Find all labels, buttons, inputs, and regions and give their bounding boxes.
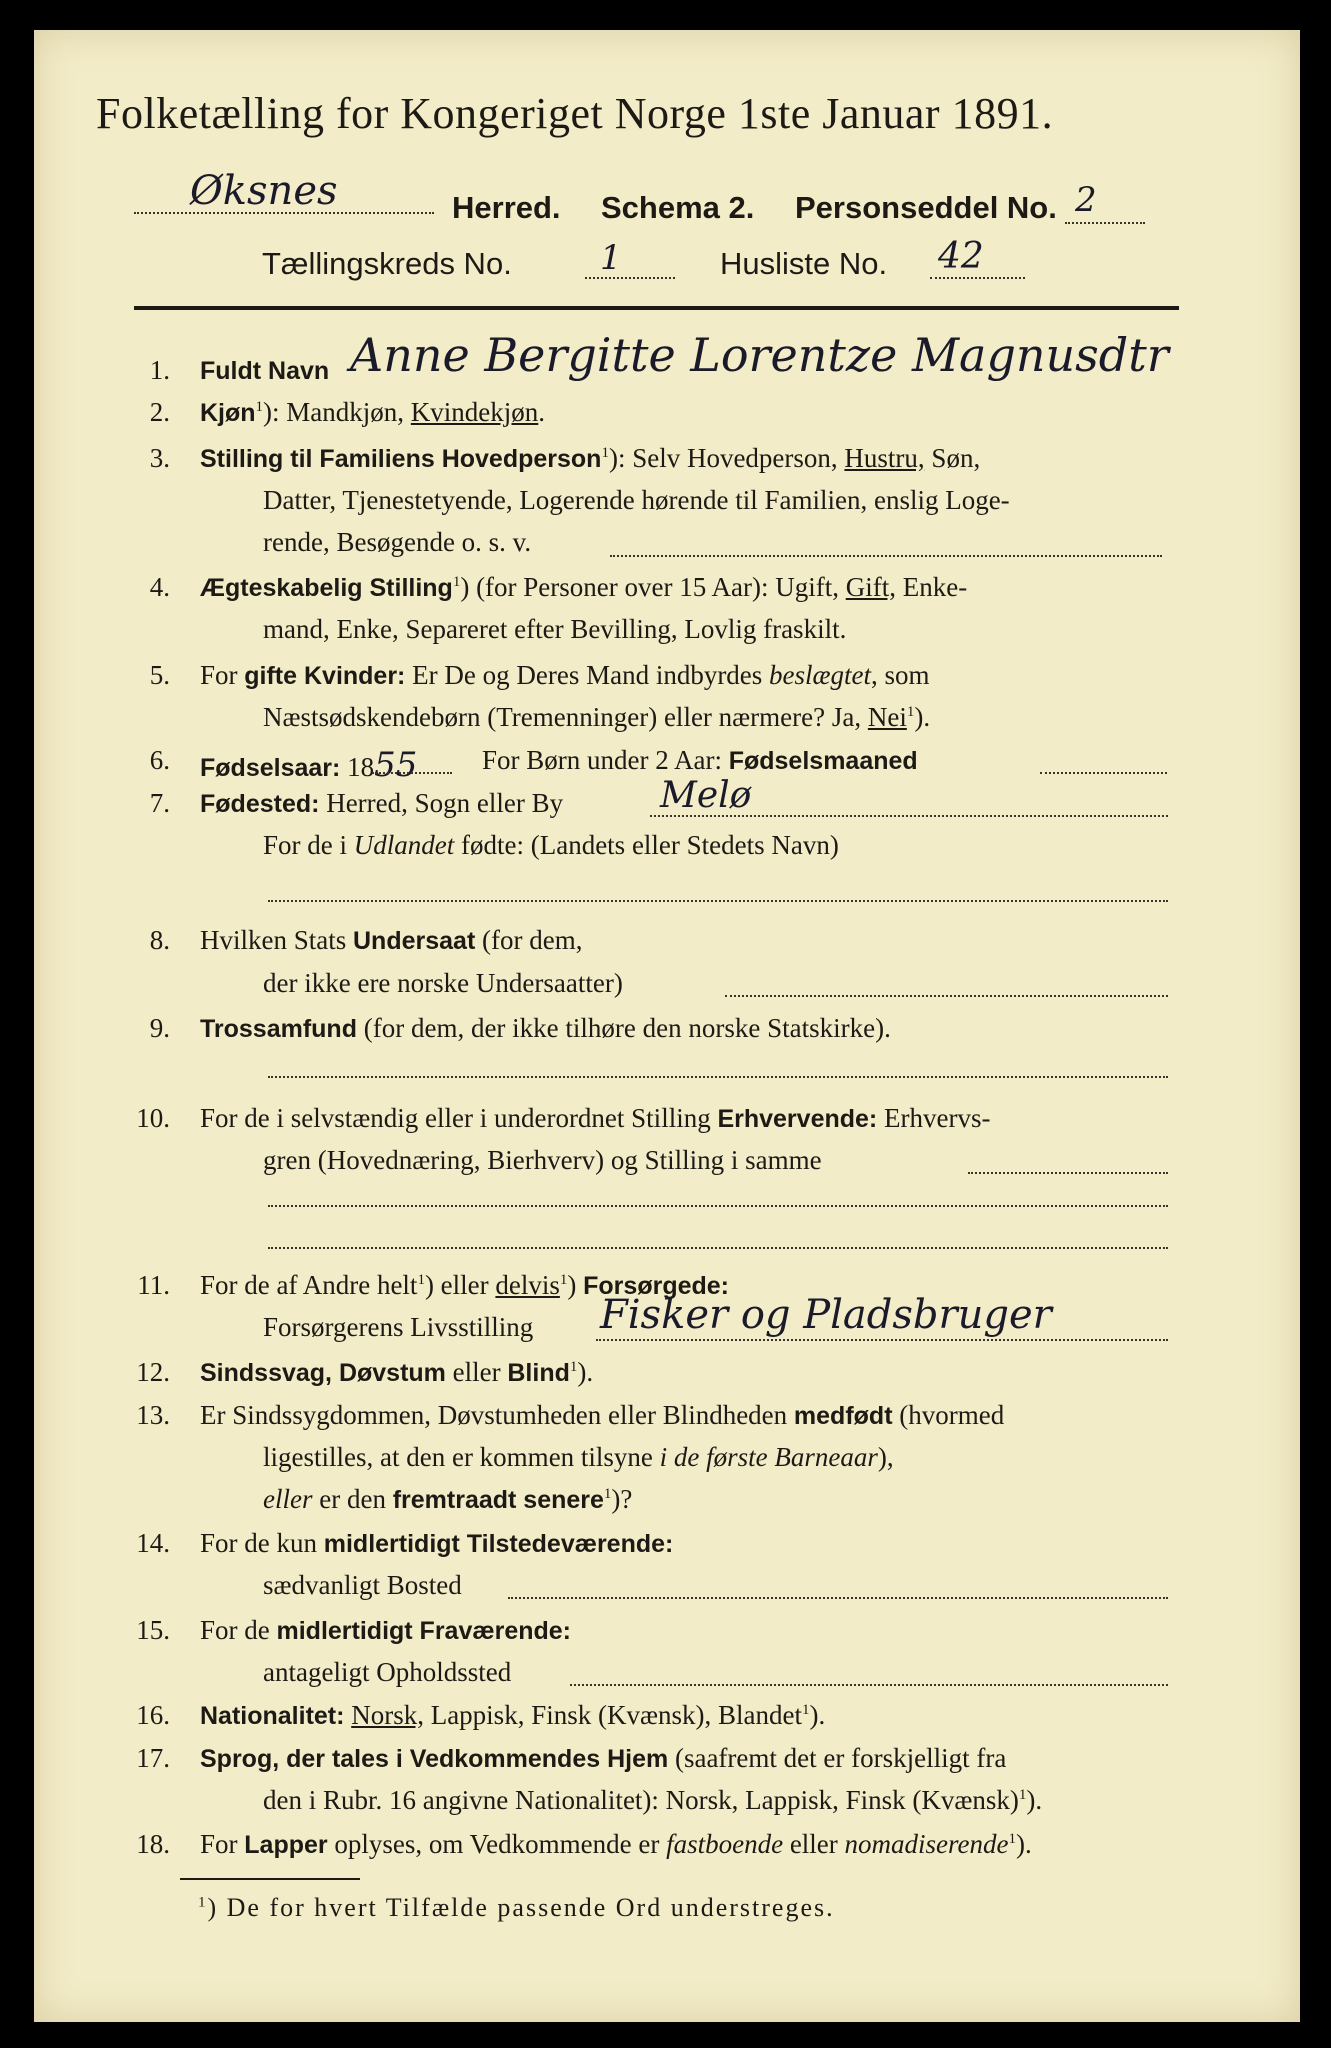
full-name-value: Anne Bergitte Lorentze Magnusdtr bbox=[350, 328, 1169, 382]
disability-end: ). bbox=[577, 1357, 594, 1387]
item-number: 3. bbox=[149, 443, 170, 473]
item-number: 8. bbox=[149, 925, 170, 955]
item-number: 7. bbox=[149, 788, 170, 818]
birthplace-row bbox=[200, 788, 563, 819]
personseddel-label: Personseddel No. bbox=[795, 190, 1057, 225]
footnote bbox=[198, 1893, 835, 1923]
congenital-text2: (hvormed bbox=[892, 1400, 1005, 1430]
occupation-text: For de i selvstændig eller i underordnet Stilling bbox=[200, 1103, 718, 1133]
disability-blind-label: Blind bbox=[507, 1359, 570, 1387]
usual-residence-dotted-line bbox=[508, 1597, 1168, 1599]
temporary-present-row bbox=[200, 1528, 673, 1559]
family-position-line2: Datter, Tjenestetyende, Logerende hørende til Familien, enslig Loge- bbox=[263, 485, 1010, 515]
occupation-row bbox=[200, 1103, 990, 1134]
kreds-value: 1 bbox=[600, 238, 622, 278]
birth-year-dotted-line bbox=[372, 772, 452, 774]
birthplace-dotted-line bbox=[650, 815, 1168, 817]
language-line2-end: ). bbox=[1026, 1785, 1043, 1815]
family-position-line3: rende, Besøgende o. s. v. bbox=[263, 527, 532, 557]
provider-occupation-label: Forsørgerens Livsstilling bbox=[263, 1312, 534, 1342]
disability-label: Sindssvag, Døvstum bbox=[200, 1359, 446, 1387]
marital-status-label: Ægteskabelig Stilling bbox=[200, 574, 453, 602]
congenital-later-label: fremtraadt senere bbox=[392, 1486, 604, 1514]
personseddel-value: 2 bbox=[1075, 180, 1097, 220]
sex-option-female-underlined: Kvindekjøn bbox=[410, 397, 539, 427]
religion-label: Trossamfund bbox=[200, 1015, 357, 1043]
sami-nomadiserende: nomadiserende bbox=[844, 1829, 1009, 1859]
personseddel-dotted-line bbox=[1065, 222, 1145, 224]
nationality-end: ). bbox=[809, 1700, 826, 1730]
supported-text: For de af Andre helt bbox=[200, 1270, 418, 1300]
religion-dotted-line bbox=[268, 1076, 1168, 1078]
foreign-born-for: For de i bbox=[263, 830, 354, 860]
item-number: 13. bbox=[136, 1400, 170, 1430]
congenital-line2-end: ), bbox=[877, 1442, 894, 1472]
congenital-line2-italic: i de første Barneaar bbox=[659, 1442, 878, 1472]
husliste-value: 42 bbox=[938, 236, 984, 277]
birthplace-text: Herred, Sogn eller By bbox=[319, 788, 564, 818]
birth-month-row bbox=[482, 745, 918, 776]
occupation-label: Erhvervende: bbox=[717, 1105, 878, 1133]
item-number: 4. bbox=[149, 572, 170, 602]
religion-row bbox=[200, 1013, 891, 1044]
citizenship-text2: (for dem, bbox=[475, 925, 583, 955]
supported-delvis-underlined: delvis bbox=[495, 1270, 560, 1300]
disability-row: Sindssvag, Døvstum eller Blind$^1$). bbox=[200, 1357, 594, 1387]
full-name-label: Fuldt Navn bbox=[200, 357, 330, 385]
marital-status-text: ) (for Personer over 15 Aar): Ugift, bbox=[460, 572, 846, 602]
header-rule bbox=[134, 306, 1179, 310]
birth-month-text: For Børn under 2 Aar: bbox=[482, 745, 729, 775]
usual-residence-label: sædvanligt Bosted bbox=[263, 1570, 462, 1600]
congenital-line2 bbox=[263, 1442, 894, 1473]
married-women-som: , som bbox=[871, 660, 930, 690]
occupation-line2: gren (Hovednæring, Bierhverv) og Stilling i samme bbox=[263, 1145, 822, 1175]
probable-residence-label: antageligt Opholdssted bbox=[263, 1657, 512, 1687]
kreds-label: Tællingskreds No. bbox=[262, 246, 512, 281]
temporary-present-text: For de kun bbox=[200, 1528, 324, 1558]
item-number: 5. bbox=[149, 660, 170, 690]
sami-fastboende: fastboende bbox=[666, 1829, 784, 1859]
congenital-label: medfødt bbox=[793, 1402, 893, 1430]
item-number: 2. bbox=[149, 397, 170, 427]
congenital-line3-end: )? bbox=[611, 1484, 633, 1514]
kreds-dotted-line bbox=[585, 277, 675, 279]
item-number: 16. bbox=[136, 1700, 170, 1730]
item-number: 10. bbox=[136, 1103, 170, 1133]
family-position-hustru-underlined: Hustru, bbox=[844, 443, 925, 473]
item-number: 15. bbox=[136, 1615, 170, 1645]
congenital-line2-text: ligestilles, at den er kommen tilsyne bbox=[263, 1442, 660, 1472]
language-line2-text: den i Rubr. 16 angivne Nationalitet): Norsk, Lappisk, Finsk (Kvænsk) bbox=[263, 1785, 1019, 1815]
temporary-absent-text: For de bbox=[200, 1615, 277, 1645]
disability-text: eller bbox=[445, 1357, 508, 1387]
item-number: 12. bbox=[136, 1357, 170, 1387]
birth-year-row bbox=[200, 745, 417, 785]
married-women-end: ). bbox=[914, 702, 931, 732]
occupation-dotted-line-3 bbox=[268, 1247, 1168, 1249]
married-women-nei-underlined: Nei bbox=[867, 702, 907, 732]
temporary-absent-label: midlertidigt Fraværende: bbox=[276, 1617, 571, 1645]
language-label: Sprog, der tales i Vedkommendes Hjem bbox=[200, 1745, 669, 1773]
item-number: 11. bbox=[137, 1270, 170, 1300]
item-number: 14. bbox=[136, 1528, 170, 1558]
married-women-label: gifte Kvinder: bbox=[244, 662, 406, 690]
supported-label: Forsørgede: bbox=[583, 1272, 729, 1300]
sex-label: Kjøn bbox=[200, 399, 256, 427]
citizenship-text: Hvilken Stats bbox=[200, 925, 353, 955]
birth-year-prefix: 18 bbox=[340, 752, 375, 782]
sami-text: oplyses, om Vedkommende er bbox=[327, 1829, 667, 1859]
occupation-dotted-line-2 bbox=[268, 1205, 1168, 1207]
married-women-for: For bbox=[200, 660, 245, 690]
family-position-text: ): Selv Hovedperson, bbox=[608, 443, 845, 473]
married-women-row bbox=[200, 660, 930, 691]
temporary-absent-row bbox=[200, 1615, 571, 1646]
married-women-beslaegtet: beslægtet bbox=[769, 660, 872, 690]
citizenship-dotted-line bbox=[725, 995, 1168, 997]
sami-label: Lapper bbox=[244, 1831, 328, 1859]
family-position-son: Søn, bbox=[924, 443, 981, 473]
item-number: 6. bbox=[149, 745, 170, 775]
provider-occupation-value: Fisker og Pladsbruger bbox=[600, 1292, 1052, 1338]
nationality-options: Lappisk, Finsk (Kvænsk), Blandet bbox=[423, 1700, 802, 1730]
language-line2: den i Rubr. 16 angivne Nationalitet): Norsk, Lappisk, Finsk (Kvænsk)$^1$). bbox=[263, 1785, 1043, 1815]
herred-label: Herred. bbox=[452, 190, 561, 225]
sami-row: For Lapper oplyses, om Vedkommende er fastboende eller nomadiserende$^1$). bbox=[200, 1829, 1032, 1859]
sami-end: ). bbox=[1016, 1829, 1032, 1859]
sami-eller: eller bbox=[783, 1829, 845, 1859]
sex-option-male: ): Mandkjøn, bbox=[263, 397, 411, 427]
birthplace-value: Melø bbox=[660, 775, 752, 816]
husliste-dotted-line bbox=[930, 277, 1025, 279]
foreign-born-row bbox=[263, 830, 839, 861]
birth-month-label: Fødselsmaaned bbox=[728, 747, 918, 775]
supported-row: For de af Andre helt$^1$) eller delvis$^1$) Forsørgede: bbox=[200, 1270, 729, 1300]
item-number: 18. bbox=[136, 1829, 170, 1859]
citizenship-line2: der ikke ere norske Undersaatter) bbox=[263, 968, 623, 998]
sex-row: Kjøn$^1$): Mandkjøn, Kvindekjøn. bbox=[200, 397, 546, 427]
marital-status-line2: mand, Enke, Separeret efter Bevilling, Lovlig fraskilt. bbox=[263, 614, 847, 644]
item-number: 9. bbox=[149, 1013, 170, 1043]
provider-occupation-dotted-line bbox=[596, 1339, 1168, 1341]
nationality-label: Nationalitet: bbox=[200, 1702, 345, 1730]
birth-month-dotted-line bbox=[1040, 772, 1167, 774]
sami-for: For bbox=[200, 1829, 245, 1859]
married-women-text: Er De og Deres Mand indbyrdes bbox=[405, 660, 770, 690]
form-title: Folketælling for Kongeriget Norge 1ste Januar 1891. bbox=[96, 89, 1054, 138]
footnote-mark: 1 bbox=[198, 1894, 208, 1911]
schema-label: Schema 2. bbox=[601, 190, 755, 225]
married-women-question: Næstsødskendebørn (Tremenninger) eller nærmere? Ja, bbox=[263, 702, 868, 732]
marital-status-gift-underlined: Gift, bbox=[845, 572, 896, 602]
foreign-born-udlandet: Udlandet bbox=[353, 830, 455, 860]
birth-year-value: 55 bbox=[374, 745, 418, 785]
citizenship-row bbox=[200, 925, 582, 956]
family-position-label: Stilling til Familiens Hovedperson bbox=[200, 445, 602, 473]
footnote-rule bbox=[180, 1878, 360, 1880]
sex-period: . bbox=[538, 397, 546, 427]
family-position-dotted-line bbox=[610, 555, 1162, 557]
probable-residence-dotted-line bbox=[570, 1684, 1168, 1686]
family-position-row: Stilling til Familiens Hovedperson$^1$): Selv Hovedperson, Hustru, Søn, bbox=[200, 443, 981, 473]
citizenship-label: Undersaat bbox=[353, 927, 476, 955]
supported-text3: ) bbox=[567, 1270, 584, 1300]
language-text: (saafremt det er forskjelligt fra bbox=[668, 1743, 1007, 1773]
foreign-born-dotted-line bbox=[268, 900, 1168, 902]
congenital-line3-text: er den bbox=[312, 1484, 393, 1514]
nationality-row: Nationalitet: Norsk, Lappisk, Finsk (Kvænsk), Blandet$^1$). bbox=[200, 1700, 826, 1730]
occupation-text2: Erhvervs- bbox=[877, 1103, 991, 1133]
congenital-eller: eller bbox=[263, 1484, 313, 1514]
supported-text2: ) eller bbox=[424, 1270, 496, 1300]
nationality-norsk-underlined: Norsk, bbox=[351, 1700, 424, 1730]
marital-status-enke: Enke- bbox=[895, 572, 968, 602]
birth-year-label: Fødselsaar: bbox=[200, 754, 341, 782]
congenital-row bbox=[200, 1400, 1004, 1431]
herred-value: Øksnes bbox=[190, 168, 338, 214]
item-number: 1. bbox=[149, 355, 170, 385]
birthplace-label: Fødested: bbox=[200, 790, 320, 818]
temporary-present-label: midlertidigt Tilstedeværende: bbox=[323, 1530, 674, 1558]
foreign-born-text: fødte: (Landets eller Stedets Navn) bbox=[454, 830, 839, 860]
herred-dotted-line bbox=[134, 212, 434, 214]
religion-text: (for dem, der ikke tilhøre den norske Statskirke). bbox=[356, 1013, 891, 1043]
occupation-dotted-line bbox=[968, 1172, 1168, 1174]
congenital-text: Er Sindssygdommen, Døvstumheden eller Blindheden bbox=[200, 1400, 794, 1430]
item-number: 17. bbox=[136, 1743, 170, 1773]
footnote-text: ) De for hvert Tilfælde passende Ord understreges. bbox=[207, 1893, 835, 1922]
congenital-line3: eller er den fremtraadt senere$^1$)? bbox=[263, 1484, 633, 1514]
language-row bbox=[200, 1743, 1006, 1774]
husliste-label: Husliste No. bbox=[720, 246, 888, 281]
married-women-line2: Næstsødskendebørn (Tremenninger) eller nærmere? Ja, Nei$^1$). bbox=[263, 702, 931, 732]
marital-status-row: Ægteskabelig Stilling$^1$) (for Personer over 15 Aar): Ugift, Gift, Enke- bbox=[200, 572, 968, 602]
